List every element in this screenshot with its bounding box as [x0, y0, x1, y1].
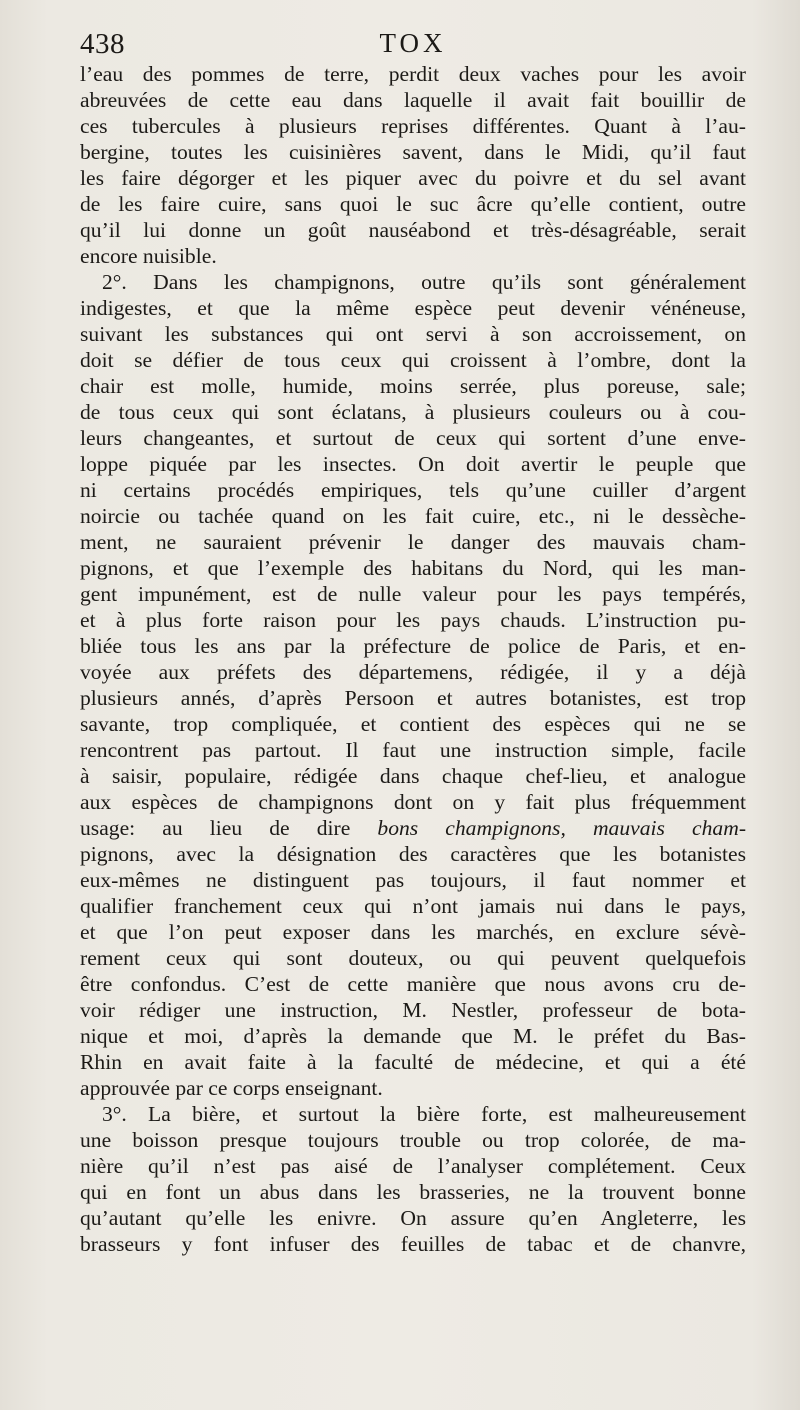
running-title: TOX [379, 28, 447, 58]
text-line: qu’autant qu’elle les enivre. On assure qu’en Angleterre, les [80, 1206, 746, 1230]
text-line: et que l’on peut exposer dans les marchés, en exclure sévè- [80, 920, 746, 944]
text-line: aux espèces de champignons dont on y fait plus fréquemment [80, 790, 746, 814]
text-line: être confondus. C’est de cette manière que nous avons cru de- [80, 972, 746, 996]
body-text [80, 61, 746, 1257]
text-line: doit se défier de tous ceux qui croissent à l’ombre, dont la [80, 348, 746, 372]
text-line: Rhin en avait faite à la faculté de médecine, et qui a été [80, 1050, 746, 1074]
text-line: brasseurs y font infuser des feuilles de tabac et de chanvre, [80, 1232, 746, 1256]
text-line: encore nuisible. [80, 244, 217, 268]
text-line: une boisson presque toujours trouble ou trop colorée, de ma- [80, 1128, 746, 1152]
text-line: eux-mêmes ne distinguent pas toujours, il faut nommer et [80, 868, 746, 892]
italic-phrase: bons champignons, mauvais cham- [377, 816, 747, 840]
text-line: abreuvées de cette eau dans laquelle il avait fait bouillir de [80, 88, 746, 112]
text-segment: usage: au lieu de dire [80, 816, 378, 840]
text-line: 2°. Dans les champignons, outre qu’ils sont généralement [102, 270, 746, 294]
text-line: ni certains procédés empiriques, tels qu’une cuiller d’argent [80, 478, 746, 502]
text-line: qu’il lui donne un goût nauséabond et très-désagréable, serait [80, 218, 746, 242]
text-line: nique et moi, d’après la demande que M. le préfet du Bas- [80, 1024, 746, 1048]
text-line: pignons, et que l’exemple des habitans du Nord, qui les man- [80, 556, 746, 580]
text-line: rencontrent pas partout. Il faut une instruction simple, facile [80, 738, 746, 762]
text-line: nière qu’il n’est pas aisé de l’analyser complétement. Ceux [80, 1154, 746, 1178]
text-line: 3°. La bière, et surtout la bière forte, est malheureusement [102, 1102, 746, 1126]
text-line: de tous ceux qui sont éclatans, à plusieurs couleurs ou à cou- [80, 400, 746, 424]
text-line: indigestes, et que la même espèce peut devenir vénéneuse, [80, 296, 746, 320]
text-line: approuvée par ce corps enseignant. [80, 1076, 383, 1100]
text-line: et à plus forte raison pour les pays chauds. L’instruction pu- [80, 608, 746, 632]
text-line: l’eau des pommes de terre, perdit deux vaches pour les avoir [80, 62, 746, 86]
text-line: à saisir, populaire, rédigée dans chaque chef-lieu, et analogue [80, 764, 746, 788]
text-line: rement ceux qui sont douteux, ou qui peuvent quelquefois [80, 946, 746, 970]
text-line: gent impunément, est de nulle valeur pour les pays tempérés, [80, 582, 746, 606]
text-line: leurs changeantes, et surtout de ceux qui sortent d’une enve- [80, 426, 746, 450]
text-line: ment, ne sauraient prévenir le danger des mauvais cham- [80, 530, 746, 554]
text-line: loppe piquée par les insectes. On doit avertir le peuple que [80, 452, 746, 476]
text-line: pignons, avec la désignation des caractères que les botanistes [80, 842, 746, 866]
text-line: chair est molle, humide, moins serrée, plus poreuse, sale; [80, 374, 746, 398]
text-line: les faire dégorger et les piquer avec du poivre et du sel avant [80, 166, 746, 190]
text-line: qualifier franchement ceux qui n’ont jamais nui dans le pays, [80, 894, 746, 918]
text-line: ces tubercules à plusieurs reprises différentes. Quant à l’au- [80, 114, 746, 138]
text-line-with-italic [80, 815, 746, 841]
page-number: 438 [80, 28, 125, 60]
text-line: qui en font un abus dans les brasseries, ne la trouvent bonne [80, 1180, 746, 1204]
text-line: noircie ou tachée quand on les fait cuire, etc., ni le dessèche- [80, 504, 746, 528]
text-line: suivant les substances qui ont servi à son accroissement, on [80, 322, 746, 346]
text-line: voir rédiger une instruction, M. Nestler, professeur de bota- [80, 998, 746, 1022]
text-line: plusieurs annés, d’après Persoon et autres botanistes, est trop [80, 686, 746, 710]
text-line: savante, trop compliquée, et contient des espèces qui ne se [80, 712, 746, 736]
text-line: bergine, toutes les cuisinières savent, dans le Midi, qu’il faut [80, 140, 746, 164]
text-line: bliée tous les ans par la préfecture de police de Paris, et en- [80, 634, 746, 658]
text-line: voyée aux préfets des départemens, rédigée, il y a déjà [80, 660, 746, 684]
text-line: de les faire cuire, sans quoi le suc âcre qu’elle contient, outre [80, 192, 746, 216]
